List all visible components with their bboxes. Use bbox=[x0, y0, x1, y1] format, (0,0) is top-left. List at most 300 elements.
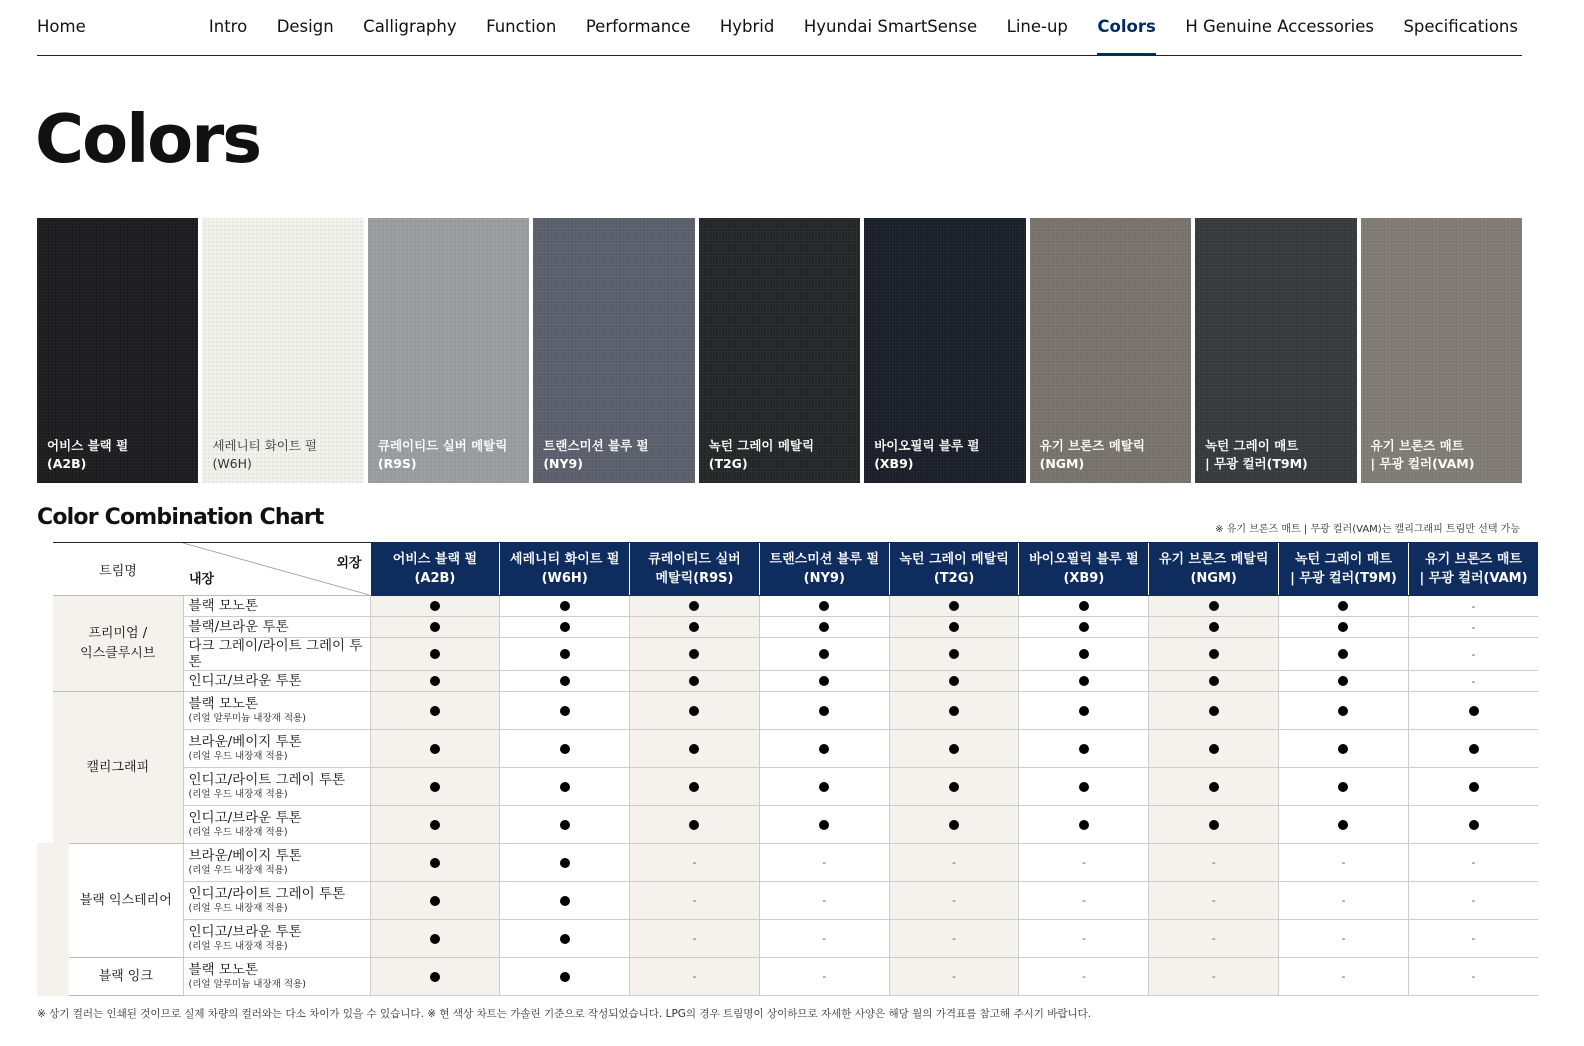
header-color-name: 큐레이티드 실버 bbox=[648, 552, 741, 567]
trim-name bbox=[53, 844, 183, 958]
availability-cell bbox=[1149, 844, 1279, 882]
header-color-code: 메탈릭(R9S) bbox=[655, 571, 734, 586]
swatch-label bbox=[1040, 437, 1145, 473]
header-trim: 트림명 bbox=[53, 543, 183, 596]
not-available-dash: - bbox=[1081, 932, 1086, 945]
interior-name bbox=[183, 617, 370, 638]
availability-cell bbox=[1149, 920, 1279, 958]
availability-cell bbox=[1149, 692, 1279, 730]
header-color-8 bbox=[1408, 543, 1538, 596]
available-dot-icon bbox=[430, 858, 440, 868]
trim-name-line: 익스클루시브 bbox=[80, 645, 156, 661]
not-available-dash: - bbox=[1081, 856, 1086, 869]
nav-item-specifications[interactable]: Specifications bbox=[1403, 17, 1518, 36]
nav-item-lineup[interactable]: Line-up bbox=[1006, 17, 1068, 36]
availability-cell bbox=[1019, 920, 1149, 958]
swatch-label bbox=[1205, 437, 1308, 473]
available-dot-icon bbox=[819, 601, 829, 611]
availability-cell bbox=[1019, 730, 1149, 768]
available-dot-icon bbox=[949, 782, 959, 792]
available-dot-icon bbox=[560, 972, 570, 982]
header-exterior: 외장 bbox=[336, 556, 362, 571]
available-dot-icon bbox=[430, 676, 440, 686]
available-dot-icon bbox=[689, 649, 699, 659]
header-color-name: 트랜스미션 블루 펄 bbox=[769, 552, 880, 567]
table-row bbox=[53, 692, 1538, 730]
not-available-dash: - bbox=[1471, 599, 1476, 613]
header-color-0 bbox=[370, 543, 500, 596]
swatch-3[interactable] bbox=[533, 218, 694, 483]
available-dot-icon bbox=[949, 744, 959, 754]
interior-name bbox=[183, 692, 370, 730]
availability-cell bbox=[759, 692, 889, 730]
interior-name bbox=[183, 882, 370, 920]
not-available-dash: - bbox=[1081, 894, 1086, 907]
interior-note: (리얼 우드 내장재 적용) bbox=[188, 865, 288, 876]
not-available-dash: - bbox=[952, 932, 957, 945]
table-row bbox=[53, 882, 1538, 920]
availability-cell bbox=[630, 617, 760, 638]
swatch-label bbox=[874, 437, 979, 473]
available-dot-icon bbox=[1338, 601, 1348, 611]
interior-note: (리얼 우드 내장재 적용) bbox=[188, 789, 288, 800]
available-dot-icon bbox=[1209, 676, 1219, 686]
availability-cell bbox=[1019, 596, 1149, 617]
not-available-dash: - bbox=[952, 970, 957, 983]
available-dot-icon bbox=[430, 782, 440, 792]
swatch-name: 녹턴 그레이 매트 bbox=[1205, 438, 1299, 453]
availability-cell bbox=[889, 638, 1019, 671]
availability-cell bbox=[1019, 844, 1149, 882]
available-dot-icon bbox=[1079, 649, 1089, 659]
availability-cell bbox=[370, 806, 500, 844]
availability-cell bbox=[1019, 958, 1149, 996]
availability-cell bbox=[630, 730, 760, 768]
interior-name bbox=[183, 958, 370, 996]
availability-cell bbox=[1019, 671, 1149, 692]
not-available-dash: - bbox=[1471, 856, 1476, 869]
available-dot-icon bbox=[689, 744, 699, 754]
availability-cell bbox=[1149, 671, 1279, 692]
availability-cell bbox=[1019, 882, 1149, 920]
swatch-name: 트랜스미션 블루 펄 bbox=[543, 438, 649, 453]
swatch-code: (R9S) bbox=[377, 456, 417, 471]
available-dot-icon bbox=[1469, 706, 1479, 716]
nav-menu bbox=[179, 17, 1518, 55]
nav-home-link[interactable]: Home bbox=[37, 17, 86, 36]
not-available-dash: - bbox=[1211, 932, 1216, 945]
swatch-name: 유기 브론즈 메탈릭 bbox=[1039, 438, 1145, 453]
table-row bbox=[53, 806, 1538, 844]
availability-cell bbox=[1149, 958, 1279, 996]
availability-cell bbox=[889, 958, 1019, 996]
availability-cell bbox=[759, 617, 889, 638]
swatch-code: | 무광 컬러(T9M) bbox=[1205, 456, 1308, 471]
not-available-dash: - bbox=[1341, 932, 1346, 945]
availability-cell bbox=[1408, 617, 1538, 638]
availability-cell bbox=[630, 638, 760, 671]
available-dot-icon bbox=[1079, 820, 1089, 830]
available-dot-icon bbox=[949, 649, 959, 659]
availability-cell bbox=[370, 844, 500, 882]
table-row bbox=[53, 730, 1538, 768]
interior-label: 인디고/브라운 투톤 bbox=[188, 810, 302, 826]
available-dot-icon bbox=[560, 896, 570, 906]
available-dot-icon bbox=[689, 601, 699, 611]
availability-cell bbox=[889, 882, 1019, 920]
availability-cell bbox=[889, 768, 1019, 806]
availability-cell bbox=[1279, 671, 1409, 692]
top-navigation bbox=[37, 0, 1522, 56]
interior-note: (리얼 알루미늄 내장재 적용) bbox=[188, 979, 306, 990]
availability-cell bbox=[500, 768, 630, 806]
available-dot-icon bbox=[560, 649, 570, 659]
swatch-7[interactable] bbox=[1195, 218, 1356, 483]
not-available-dash: - bbox=[1471, 932, 1476, 945]
availability-cell bbox=[1149, 638, 1279, 671]
trim-name-line: 프리미엄 / bbox=[88, 625, 148, 641]
interior-name bbox=[183, 844, 370, 882]
swatch-1[interactable] bbox=[202, 218, 363, 483]
availability-cell bbox=[1408, 844, 1538, 882]
available-dot-icon bbox=[1209, 649, 1219, 659]
interior-label: 인디고/브라운 투톤 bbox=[188, 673, 302, 689]
not-available-dash: - bbox=[692, 856, 697, 869]
available-dot-icon bbox=[430, 706, 440, 716]
available-dot-icon bbox=[1469, 782, 1479, 792]
availability-cell bbox=[500, 730, 630, 768]
swatch-2[interactable] bbox=[368, 218, 529, 483]
header-color-code: (W6H) bbox=[541, 571, 588, 586]
not-available-dash: - bbox=[822, 894, 827, 907]
header-color-2 bbox=[630, 543, 760, 596]
available-dot-icon bbox=[1079, 601, 1089, 611]
availability-cell bbox=[759, 768, 889, 806]
available-dot-icon bbox=[430, 820, 440, 830]
header-color-3 bbox=[759, 543, 889, 596]
available-dot-icon bbox=[560, 782, 570, 792]
availability-cell bbox=[630, 692, 760, 730]
available-dot-icon bbox=[560, 744, 570, 754]
availability-cell bbox=[1149, 617, 1279, 638]
availability-cell bbox=[500, 844, 630, 882]
available-dot-icon bbox=[560, 858, 570, 868]
availability-cell bbox=[1408, 882, 1538, 920]
not-available-dash: - bbox=[1471, 620, 1476, 634]
interior-label: 인디고/라이트 그레이 투톤 bbox=[188, 886, 346, 902]
availability-cell bbox=[1279, 844, 1409, 882]
nav-item-smartsense[interactable]: Hyundai SmartSense bbox=[803, 17, 978, 36]
header-color-5 bbox=[1019, 543, 1149, 596]
availability-cell bbox=[889, 596, 1019, 617]
availability-cell bbox=[1019, 638, 1149, 671]
swatch-label bbox=[378, 437, 507, 473]
available-dot-icon bbox=[1209, 820, 1219, 830]
interior-name bbox=[183, 920, 370, 958]
availability-cell bbox=[630, 596, 760, 617]
availability-cell bbox=[370, 768, 500, 806]
header-color-code: (NY9) bbox=[803, 571, 845, 586]
trim-name-line: 블랙 잉크 bbox=[98, 968, 153, 984]
swatch-name: 큐레이티드 실버 메탈릭 bbox=[377, 438, 508, 453]
not-available-dash: - bbox=[1341, 856, 1346, 869]
interior-label: 브라운/베이지 투톤 bbox=[188, 848, 302, 864]
availability-cell bbox=[1019, 692, 1149, 730]
available-dot-icon bbox=[819, 782, 829, 792]
header-color-6 bbox=[1149, 543, 1279, 596]
availability-cell bbox=[500, 692, 630, 730]
not-available-dash: - bbox=[1471, 647, 1476, 661]
available-dot-icon bbox=[1338, 622, 1348, 632]
availability-cell bbox=[1279, 692, 1409, 730]
availability-cell bbox=[1019, 617, 1149, 638]
available-dot-icon bbox=[560, 706, 570, 716]
availability-cell bbox=[1408, 806, 1538, 844]
swatch-6[interactable] bbox=[1030, 218, 1191, 483]
swatch-code: (NGM) bbox=[1039, 456, 1085, 471]
available-dot-icon bbox=[430, 649, 440, 659]
availability-cell bbox=[500, 806, 630, 844]
available-dot-icon bbox=[430, 896, 440, 906]
color-combination-table bbox=[37, 542, 1538, 996]
availability-cell bbox=[759, 806, 889, 844]
available-dot-icon bbox=[1469, 744, 1479, 754]
page-title: Colors bbox=[35, 100, 261, 178]
nav-item-hybrid[interactable]: Hybrid bbox=[719, 17, 775, 36]
header-color-name: 녹턴 그레이 매트 bbox=[1294, 552, 1392, 567]
available-dot-icon bbox=[1338, 820, 1348, 830]
header-color-4 bbox=[889, 543, 1019, 596]
table-row bbox=[53, 617, 1538, 638]
interior-label: 인디고/라이트 그레이 투톤 bbox=[188, 772, 346, 788]
availability-cell bbox=[1408, 692, 1538, 730]
available-dot-icon bbox=[819, 622, 829, 632]
not-available-dash: - bbox=[1471, 894, 1476, 907]
table-row bbox=[53, 596, 1538, 617]
availability-cell bbox=[1408, 638, 1538, 671]
availability-cell bbox=[500, 596, 630, 617]
nav-item-accessories[interactable]: H Genuine Accessories bbox=[1185, 17, 1374, 36]
header-ext-int bbox=[183, 543, 370, 596]
header-color-1 bbox=[500, 543, 630, 596]
header-color-name: 바이오필릭 블루 펄 bbox=[1029, 552, 1139, 567]
not-available-dash: - bbox=[1081, 970, 1086, 983]
interior-note: (리얼 우드 내장재 적용) bbox=[188, 827, 288, 838]
available-dot-icon bbox=[560, 601, 570, 611]
swatch-name: 바이오필릭 블루 펄 bbox=[874, 438, 980, 453]
interior-note: (리얼 우드 내장재 적용) bbox=[188, 903, 288, 914]
availability-cell bbox=[370, 730, 500, 768]
availability-cell bbox=[1408, 920, 1538, 958]
interior-name bbox=[183, 806, 370, 844]
available-dot-icon bbox=[1079, 706, 1089, 716]
header-color-code: | 무광 컬러(T9M) bbox=[1290, 571, 1397, 586]
availability-cell bbox=[759, 882, 889, 920]
trim-name bbox=[53, 596, 183, 692]
availability-cell bbox=[1019, 806, 1149, 844]
swatch-5[interactable] bbox=[864, 218, 1025, 483]
available-dot-icon bbox=[1079, 782, 1089, 792]
availability-cell bbox=[370, 692, 500, 730]
not-available-dash: - bbox=[692, 932, 697, 945]
chart-title: Color Combination Chart bbox=[37, 505, 324, 530]
available-dot-icon bbox=[949, 706, 959, 716]
header-color-code: | 무광 컬러(VAM) bbox=[1419, 571, 1528, 586]
availability-cell bbox=[1408, 958, 1538, 996]
table-row bbox=[53, 844, 1538, 882]
nav-item-function[interactable]: Function bbox=[486, 17, 557, 36]
availability-cell bbox=[1149, 806, 1279, 844]
available-dot-icon bbox=[819, 649, 829, 659]
swatch-code: | 무광 컬러(VAM) bbox=[1370, 456, 1475, 471]
swatch-8[interactable] bbox=[1361, 218, 1522, 483]
availability-cell bbox=[1408, 596, 1538, 617]
available-dot-icon bbox=[560, 622, 570, 632]
availability-cell bbox=[759, 638, 889, 671]
availability-cell bbox=[370, 671, 500, 692]
nav-item-design[interactable]: Design bbox=[276, 17, 334, 36]
availability-cell bbox=[630, 671, 760, 692]
interior-name bbox=[183, 596, 370, 617]
available-dot-icon bbox=[430, 601, 440, 611]
not-available-dash: - bbox=[692, 894, 697, 907]
availability-cell bbox=[889, 730, 1019, 768]
availability-cell bbox=[759, 730, 889, 768]
availability-cell bbox=[759, 958, 889, 996]
swatch-label bbox=[47, 437, 128, 473]
not-available-dash: - bbox=[952, 894, 957, 907]
availability-cell bbox=[1408, 730, 1538, 768]
swatch-0[interactable] bbox=[37, 218, 198, 483]
available-dot-icon bbox=[1079, 622, 1089, 632]
availability-cell bbox=[759, 920, 889, 958]
availability-cell bbox=[1279, 882, 1409, 920]
not-available-dash: - bbox=[822, 856, 827, 869]
interior-label: 인디고/브라운 투톤 bbox=[188, 924, 302, 940]
interior-name bbox=[183, 730, 370, 768]
nav-item-performance[interactable]: Performance bbox=[585, 17, 691, 36]
chart-note: ※ 유기 브론즈 매트 | 무광 컬러(VAM)는 캘리그래피 트림만 선택 가능 bbox=[1215, 524, 1520, 535]
swatch-code: (XB9) bbox=[874, 456, 914, 471]
availability-cell bbox=[370, 882, 500, 920]
availability-cell bbox=[500, 671, 630, 692]
availability-cell bbox=[1279, 920, 1409, 958]
not-available-dash: - bbox=[1341, 970, 1346, 983]
availability-cell bbox=[889, 617, 1019, 638]
header-color-name: 세레니티 화이트 펄 bbox=[509, 552, 620, 567]
nav-item-intro[interactable]: Intro bbox=[208, 17, 248, 36]
available-dot-icon bbox=[949, 622, 959, 632]
available-dot-icon bbox=[819, 706, 829, 716]
swatch-name: 세레니티 화이트 펄 bbox=[212, 438, 317, 453]
trim-name-line: 캘리그래피 bbox=[86, 759, 150, 775]
availability-cell bbox=[1149, 730, 1279, 768]
available-dot-icon bbox=[1338, 706, 1348, 716]
swatch-code: (W6H) bbox=[212, 456, 252, 471]
swatch-code: (T2G) bbox=[708, 456, 748, 471]
availability-cell bbox=[1019, 768, 1149, 806]
available-dot-icon bbox=[1209, 706, 1219, 716]
table-row bbox=[53, 671, 1538, 692]
nav-item-colors[interactable]: Colors bbox=[1097, 17, 1155, 55]
availability-cell bbox=[500, 617, 630, 638]
swatch-label bbox=[543, 437, 648, 473]
available-dot-icon bbox=[689, 782, 699, 792]
availability-cell bbox=[1279, 596, 1409, 617]
not-available-dash: - bbox=[692, 970, 697, 983]
available-dot-icon bbox=[1209, 622, 1219, 632]
available-dot-icon bbox=[1209, 782, 1219, 792]
not-available-dash: - bbox=[1471, 970, 1476, 983]
table-row bbox=[53, 768, 1538, 806]
interior-note: (리얼 우드 내장재 적용) bbox=[188, 941, 288, 952]
availability-cell bbox=[630, 844, 760, 882]
available-dot-icon bbox=[1338, 744, 1348, 754]
available-dot-icon bbox=[1209, 744, 1219, 754]
not-available-dash: - bbox=[1341, 894, 1346, 907]
availability-cell bbox=[889, 806, 1019, 844]
swatch-code: (NY9) bbox=[543, 456, 583, 471]
interior-note: (리얼 우드 내장재 적용) bbox=[188, 751, 288, 762]
color-swatches bbox=[37, 218, 1522, 483]
availability-cell bbox=[889, 692, 1019, 730]
available-dot-icon bbox=[430, 744, 440, 754]
swatch-name: 녹턴 그레이 메탈릭 bbox=[708, 438, 815, 453]
available-dot-icon bbox=[430, 934, 440, 944]
available-dot-icon bbox=[819, 676, 829, 686]
not-available-dash: - bbox=[822, 932, 827, 945]
swatch-code: (A2B) bbox=[47, 456, 87, 471]
header-color-7 bbox=[1279, 543, 1409, 596]
availability-cell bbox=[630, 806, 760, 844]
availability-cell bbox=[630, 768, 760, 806]
availability-cell bbox=[500, 882, 630, 920]
available-dot-icon bbox=[430, 622, 440, 632]
availability-cell bbox=[889, 671, 1019, 692]
interior-label: 다크 그레이/라이트 그레이 투톤 bbox=[188, 638, 363, 670]
availability-cell bbox=[1408, 768, 1538, 806]
available-dot-icon bbox=[1469, 820, 1479, 830]
availability-cell bbox=[370, 617, 500, 638]
header-color-name: 녹턴 그레이 메탈릭 bbox=[899, 552, 1009, 567]
available-dot-icon bbox=[560, 676, 570, 686]
nav-item-calligraphy[interactable]: Calligraphy bbox=[363, 17, 457, 36]
availability-cell bbox=[759, 596, 889, 617]
availability-cell bbox=[370, 920, 500, 958]
swatch-name: 어비스 블랙 펄 bbox=[47, 438, 129, 453]
not-available-dash: - bbox=[822, 970, 827, 983]
available-dot-icon bbox=[560, 820, 570, 830]
header-color-name: 어비스 블랙 펄 bbox=[392, 552, 478, 567]
availability-cell bbox=[1279, 958, 1409, 996]
availability-cell bbox=[1279, 617, 1409, 638]
swatch-4[interactable] bbox=[699, 218, 860, 483]
interior-name bbox=[183, 638, 370, 671]
header-interior: 내장 bbox=[189, 572, 215, 587]
available-dot-icon bbox=[689, 706, 699, 716]
available-dot-icon bbox=[560, 934, 570, 944]
table-row bbox=[53, 958, 1538, 996]
trim-name bbox=[53, 958, 183, 996]
table-row bbox=[53, 920, 1538, 958]
availability-cell bbox=[889, 920, 1019, 958]
available-dot-icon bbox=[819, 820, 829, 830]
interior-name bbox=[183, 768, 370, 806]
not-available-dash: - bbox=[1211, 856, 1216, 869]
not-available-dash: - bbox=[952, 856, 957, 869]
availability-cell bbox=[500, 638, 630, 671]
available-dot-icon bbox=[949, 820, 959, 830]
